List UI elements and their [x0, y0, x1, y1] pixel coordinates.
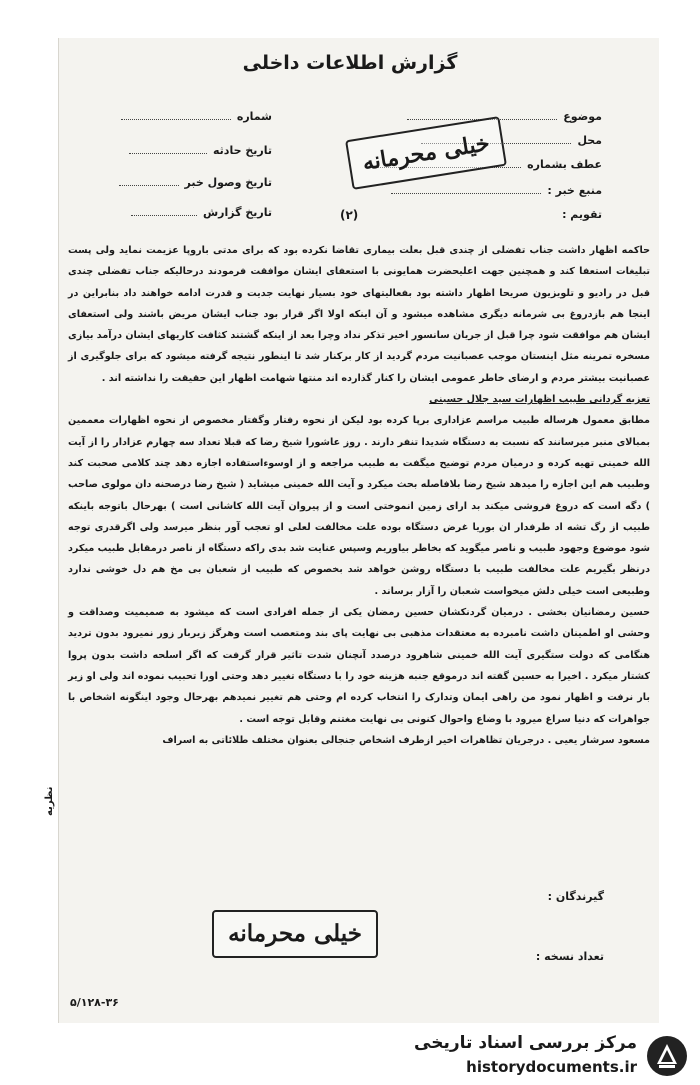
- classification-stamp-bottom: خیلی محرمانه: [212, 910, 378, 958]
- field-location: محل: [421, 134, 602, 147]
- field-subject: موضوع: [407, 110, 602, 123]
- document-title: گزارش اطلاعات داخلی: [242, 52, 458, 74]
- paragraph-heading-2: تعزیه گردانی طبیب اظهارات سید جلال حسینی: [429, 394, 650, 406]
- field-news-source: منبع خبر :: [391, 184, 602, 197]
- page-number: (۲): [340, 208, 359, 222]
- field-receipt-date: تاریخ وصول خبر: [119, 176, 272, 189]
- paragraph-1: حاکمه اظهار داشت جناب تفضلی از چندی قبل بعلت بیماری تقاضا نکرده بود که برای مدتی باروپا عزیمت نماید ولی پست تبلیغات استعفا کند و همچنین جهت اعلیحضرت همایونی با استعفای ایشان موافقت فرمودند درحالیکه جناب تفضلی چندی قبل در رادیو و تلویزیون صریحا اظهار داشته بود بفعالیتهای خود بسیار نهایت جدیت و قدرت ادامه خواهند داد بنابراین در اینجا هم بازدروغ بی شرمانه دیگری مشاهده میشود و آن اینکه اولا اگر قرار بود جناب ایشان مریض باشند ولی استعفای ایشان هم موافقت شود چرا قبل از جریان سانسور اخیر تذکر نداد وچرا بعد از اینکه گشتند کثافت کاریهای ایشان درآمد بیازی مسخره تمرینه مثل اینستان موجب عصبانیت مردم گردید از کار برکنار شد تا اینطور نتیجه گرفته میشود که برای جلوگیری از عصبانیت بیشتر مردم و ارضای خاطر عمومی ایشان را کنار گذارده اند منتها شهامت اظهار این حقیقت را نداشته اند .: [68, 245, 650, 384]
- field-reference-number: عطف بشماره: [371, 158, 602, 171]
- archive-name: مرکز بررسی اسناد تاریخی: [414, 1033, 637, 1053]
- paragraph-4: مسعود سرشار یعیی . درجریان تظاهرات اخیر ازطرف اشخاص جنجالی بعنوان مختلف طلائاتی به اسراف: [162, 734, 650, 746]
- archive-url[interactable]: historydocuments.ir: [466, 1058, 637, 1076]
- field-evaluation: تقویم :: [562, 208, 602, 221]
- paragraph-3: حسین رمضانیان بخشی . درمیان گردنکشان حسین رمضان یکی از جمله افرادی است که میشود به صمیمیت وصداقت و وحشی او اطمینان داشت نامبرده به معتقدات مذهبی بی نهایت پای بند ومتعصب است وهرگز زیربار زور نمیرود بدون تردید هنگامی که دولت ستگیری آیت الله خمینی شاهرود درصدد آنچنان شدت تاثیر قرار گرفت که اگر اسلحه داشت بدون پروا کشتار میکرد . اخیرا به حسین گفته اند درموقع جنبه هزینه خود را با دستگاه تغییر دهد وحتی اورا تحبیب نموده اند ولی او زیر بار نرفت و اظهار نمود من راهی ایمان وتدارک را انتخاب کرده ام وحتی هم تغییر نمیدهم بهرحال وجود اینگونه اشخاص با جواهرات که دنیا سراغ میرود با وضاع واحوال کنونی بی نهایت مغتنم وقابل توجه است .: [68, 607, 650, 725]
- recipients-label: گیرندگان :: [547, 890, 604, 903]
- classification-stamp-top: خیلی محرمانه: [345, 116, 507, 190]
- field-report-date: تاریخ گزارش: [131, 206, 272, 219]
- paragraph-2: مطابق معمول هرساله طبیب مراسم عزاداری برپا کرده بود لیکن از نحوه رفتار وگفتار مخصوص از نحوه اظهارات معممین بمبالای منبر میرسانند که نسبت به دستگاه شدیدا تنفر دارند . روز عاشورا شیخ رضا که قبلا تعداد سه چهارم عزادار را از آیت الله خمینی تهیه کرده و درمیان مردم توضیح میگفت به طبیب مراجعه و از اوسوءاستفاده اجازه دهد چند کلامی صحبت کند وطبیب هم این اجازه را میدهد شیخ رضا بلافاصله بحث میکرد و آیت الله خمینی میشاید ( شیخ رضا درصحنه دان مولوی صاحب ) دگه است که دروغ فروشی میکند بد ارای زمین انموختی است و از پیروان آیت الله کاشانی است ) بهرحال باتوجه باینکه طبیب از رگ تشه اد طرفدار ان بوریا غرض دستگاه بوده علت مخالفت لعلی او تعجب آور بنظر میرسد ولی اگرقدری توجه شود موضوع وجهود طبیب و ناصر میگوید که بخاطر بیاوریم وسپس عنایت شد بدی راکه دستگاه از ناصر درمقابل طبیب میکرد درنظر بگیریم علت مخالفت طبیب با دستگاه روشن خواهد شد بخصوص که طبیب از شعبان بی مخ هم دل خوشی ندارد وطبیعی است خیلی دلش میخواست شعبان را آزار برساند .: [67, 415, 650, 597]
- field-number: شماره: [121, 110, 272, 123]
- archive-logo: [405, 1030, 695, 1082]
- margin-note: نظریه: [44, 786, 55, 816]
- report-body: [68, 240, 650, 751]
- archive-emblem-icon: [645, 1034, 689, 1078]
- document-reference: ۵/۱۲۸-۳۶: [70, 996, 119, 1009]
- field-incident-date: تاریخ حادثه: [129, 144, 272, 157]
- copies-label: تعداد نسخه :: [535, 950, 604, 963]
